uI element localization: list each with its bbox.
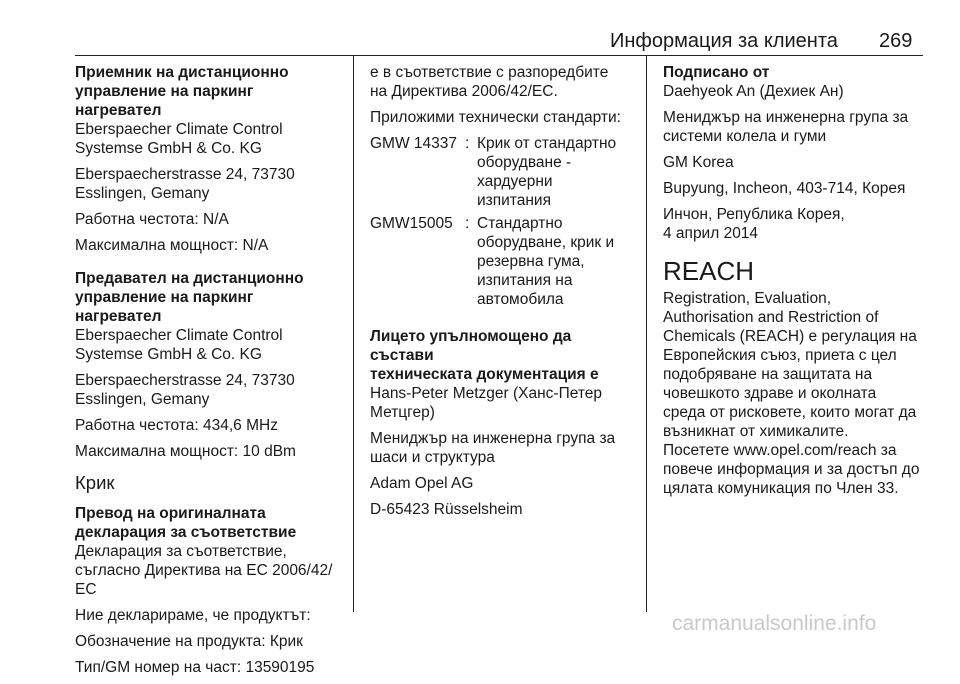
text-line: Мениджър на инженерна група за [370,430,616,447]
transmitter-heading [75,269,343,326]
receiver-frequency: Работна честота: N/A [75,211,229,228]
text-line: съгласно Директива на ЕС 2006/42/ [75,562,333,579]
standards-table [370,134,616,313]
heading-line: декларация за съответствие [75,524,297,541]
heading-line: Лицето упълномощено да състави [370,328,572,364]
standard-code: GMW 14337 [370,135,458,152]
column-1 [75,63,343,684]
text-line: оборудване, крик и [477,234,615,251]
text-line: Chemicals (REACH) е регулация на [663,328,917,345]
signer-name: Daehyeok An (Дехиек Ан) [663,83,844,100]
authorized-person-role [370,429,636,467]
text-line: подобряване на защитата на [663,366,873,383]
signing-place-date [663,205,933,243]
receiver-company [75,120,343,158]
reach-text [663,289,933,498]
text-line: Стандартно [477,215,563,232]
declare-statement: Ние декларираме, че продуктът: [75,607,311,624]
text-line: Esslingen, Gemany [75,185,210,202]
text-line: шаси и структура [370,449,495,466]
signer-company: GM Korea [663,154,734,171]
signer-address: Bupyung, Incheon, 403-714, Корея [663,180,906,197]
text-line: автомобила [477,291,564,308]
column-2 [370,63,636,526]
column-divider-1 [353,56,354,612]
table-row [370,134,616,214]
receiver-address [75,165,343,203]
text-line: 4 април 2014 [663,225,759,242]
section-title-jack: Крик [75,472,115,493]
company-city: D-65423 Rüsselsheim [370,501,523,518]
heading-line: Превод на оригиналната [75,505,266,522]
authorized-person-name [370,384,636,422]
text-line: повече информация и за достъп до [663,461,920,478]
section-title-reach: REACH [663,256,755,286]
text-line: изпитания [477,192,551,209]
standard-code: GMW15005 [370,215,453,232]
heading-line: техническата документация е [370,366,599,383]
product-designation: Обозначение на продукта: Крик [75,633,303,650]
text-line: Eberspaecher Climate Control [75,327,283,344]
text-line: системи колела и гуми [663,128,827,145]
transmitter-company [75,326,343,364]
table-row [370,214,616,313]
heading-line: управление на паркинг нагревател [75,289,254,325]
column-divider-2 [646,56,647,612]
text-line: Инчон, Република Корея, [663,206,845,223]
receiver-power: Максимална мощност: N/A [75,237,269,254]
standard-description [477,214,616,313]
standard-description [477,134,616,214]
text-line: е в съответствие с разпоредбите [370,64,609,81]
standard-separator: : [465,135,470,152]
text-line: Европейския съюз, приета с цел [663,347,897,364]
text-line: Eberspaecherstrasse 24, 73730 [75,166,295,183]
column-3 [663,63,933,498]
transmitter-address [75,371,343,409]
heading-line: управление на паркинг нагревател [75,83,254,119]
text-line: Systemse GmbH & Co. KG [75,346,262,363]
text-line: на Директива 2006/42/ЕС. [370,83,558,100]
text-line: Registration, Evaluation, [663,290,832,307]
authorized-person-heading [370,327,636,384]
text-line: Посетете www.opel.com/reach за [663,442,897,459]
text-line: Метцгер) [370,404,435,421]
text-line: Eberspaecherstrasse 24, 73730 [75,372,295,389]
text-line: Systemse GmbH & Co. KG [75,140,262,157]
text-line: Hans-Peter Metzger (Ханс-Петер [370,385,603,402]
declaration-heading [75,504,343,542]
text-line: ЕС [75,581,97,598]
signer-role [663,108,933,146]
text-line: цялата комуникация по Член 33. [663,480,899,497]
standards-intro: Приложими технически стандарти: [370,109,621,126]
text-line: Eberspaecher Climate Control [75,121,283,138]
text-line: Мениджър на инженерна група за [663,109,909,126]
text-line: Esslingen, Gemany [75,391,210,408]
text-line: възникнат от химикалите. [663,423,849,440]
company-name: Adam Opel AG [370,475,474,492]
conformity-text [370,63,636,101]
text-line: оборудване - [477,154,572,171]
transmitter-power: Максимална мощност: 10 dBm [75,443,296,460]
declaration-text [75,542,343,599]
text-line: изпитания на [477,272,573,289]
text-line: Крик от стандартно [477,135,617,152]
text-line: човешкото здраве и околната [663,385,877,402]
signed-by-heading: Подписано от [663,64,770,81]
header-rule [75,55,923,56]
receiver-heading [75,63,343,120]
part-number: Тип/GM номер на част: 13590195 [75,659,315,676]
text-line: резервна гума, [477,253,585,270]
heading-line: Приемник на дистанционно [75,64,289,81]
text-line: хардуерни [477,173,553,190]
text-line: среда от рисковете, които могат да [663,404,917,421]
watermark: carmanualsonline.info [672,612,877,635]
standard-separator: : [465,215,470,232]
text-line: Authorisation and Restriction of [663,309,879,326]
text-line: Декларация за съответствие, [75,543,287,560]
heading-line: Предавател на дистанционно [75,270,304,287]
transmitter-frequency: Работна честота: 434,6 MHz [75,417,278,434]
page-number: 269 [879,30,913,52]
page-title: Информация за клиента [610,30,838,52]
